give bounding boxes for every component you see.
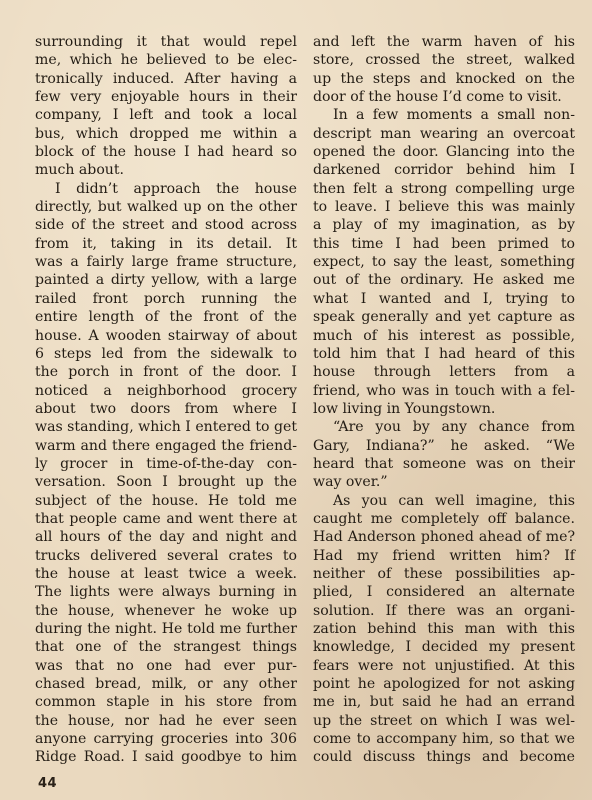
text-line: told him that I had heard of this <box>313 345 575 362</box>
text-line: point he apologized for not asking <box>313 676 575 693</box>
page-number: 44 <box>38 776 58 791</box>
text-line: and left the warm haven of his <box>313 34 575 50</box>
text-line: that people came and went there at <box>35 510 297 527</box>
text-line: much of his interest as possible, <box>313 327 575 344</box>
text-line: darkened corridor behind him I <box>313 162 575 179</box>
text-line: up the steps and knocked on the <box>313 70 575 87</box>
text-line: noticed a neighborhood grocery <box>35 382 297 399</box>
text-line: up the street on which I was wel- <box>313 712 575 729</box>
text-line: the porch in front of the door. I <box>35 364 297 381</box>
text-line: warm and there engaged the friend- <box>35 437 297 454</box>
text-line: zation behind this man with this <box>313 621 575 637</box>
text-line: could discuss things and become <box>313 749 575 766</box>
text-line: painted a dirty yellow, with a large <box>35 272 297 289</box>
text-line: block of the house I had heard so <box>35 144 297 161</box>
text-line: the house, whenever he woke up <box>35 602 297 619</box>
text-line: way over.” <box>313 474 388 491</box>
text-line: to leave. I believe this was mainly <box>313 199 575 216</box>
text-line: Had Anderson phoned ahead of me? <box>313 529 575 546</box>
text-line: speak generally and yet capture as <box>313 309 575 326</box>
text-line: expect, to say the least, something <box>313 254 575 271</box>
text-line: entire length of the front of the <box>35 309 297 326</box>
text-line: caught me completely off balance. <box>313 510 575 527</box>
text-line: The lights were always burning in <box>35 584 297 601</box>
text-line: was that no one had ever pur- <box>35 657 297 674</box>
text-line: plied, I considered an alternate <box>313 584 575 601</box>
text-line: neither of these possibilities ap- <box>313 565 575 582</box>
text-line: then felt a strong compelling urge <box>313 180 575 197</box>
text-line: Had my friend written him? If <box>313 547 575 564</box>
text-line: a play of my imagination, as by <box>313 217 575 234</box>
text-line: tronically induced. After having a <box>35 70 297 87</box>
text-line: out of the ordinary. He asked me <box>313 272 575 289</box>
text-line: from it, taking in its detail. It <box>35 235 297 252</box>
text-line: Gary, Indiana?” he asked. “We <box>313 437 575 454</box>
text-line: low living in Youngstown. <box>313 400 496 417</box>
text-line: come to accompany him, so that we <box>313 731 575 748</box>
text-line: store, crossed the street, walked <box>313 52 575 69</box>
text-line: bus, which dropped me within a <box>35 125 297 142</box>
text-line: versation. Soon I brought up the <box>35 474 297 491</box>
text-line: door of the house I’d come to visit. <box>313 89 562 106</box>
text-line: opened the door. Glancing into the <box>313 144 575 161</box>
text-line: this time I had been primed to <box>313 235 575 252</box>
text-line: about two doors from where I <box>35 400 297 417</box>
text-line: the house at least twice a week. <box>35 565 297 582</box>
text-line: chased bread, milk, or any other <box>35 676 297 693</box>
text-line: during the night. He told me further <box>35 621 297 637</box>
text-line: railed front porch running the <box>35 290 297 307</box>
text-line: surrounding it that would repel <box>35 34 297 50</box>
text-line: much about. <box>35 162 125 179</box>
text-line: knowledge, I decided my present <box>313 639 575 656</box>
text-line: “Are you by any chance from <box>333 419 575 436</box>
text-line: As you can well imagine, this <box>333 492 575 509</box>
text-line: side of the street and stood across <box>35 217 297 234</box>
text-line: me in, but said he had an errand <box>313 694 575 711</box>
text-line: few very enjoyable hours in their <box>35 89 297 106</box>
text-line: Ridge Road. I said goodbye to him <box>35 749 297 766</box>
text-line: that one of the strangest things <box>35 639 297 656</box>
text-line: ly grocer in time-of-the-day con- <box>35 455 297 472</box>
text-line: house through letters from a <box>313 364 575 381</box>
text-line: trucks delivered several crates to <box>35 547 297 564</box>
text-line: all hours of the day and night and <box>35 529 297 546</box>
right-column <box>313 33 575 767</box>
text-line: 6 steps led from the sidewalk to <box>35 345 297 362</box>
left-column <box>35 33 297 767</box>
text-line: fears were not unjustified. At this <box>313 657 575 674</box>
text-line: house. A wooden stairway of about <box>35 327 297 344</box>
text-line: common staple in his store from <box>35 694 297 711</box>
text-line: anyone carrying groceries into 306 <box>35 731 297 748</box>
text-line: heard that someone was on their <box>313 455 575 472</box>
text-line: subject of the house. He told me <box>35 492 297 509</box>
text-line: company, I left and took a local <box>35 107 297 124</box>
text-line: was a fairly large frame structure, <box>35 254 297 271</box>
text-line: directly, but walked up on the other <box>35 199 297 216</box>
text-line: In a few moments a small non- <box>333 107 575 124</box>
text-line: was standing, which I entered to get <box>35 419 297 436</box>
text-line: me, which he believed to be elec- <box>35 52 297 69</box>
text-line: what I wanted and I, trying to <box>313 290 575 307</box>
text-line: friend, who was in touch with a fel- <box>313 382 575 399</box>
text-line: the house, nor had he ever seen <box>35 712 297 729</box>
text-line: solution. If there was an organi- <box>313 602 575 619</box>
text-line: descript man wearing an overcoat <box>313 125 575 142</box>
text-line: I didn’t approach the house <box>55 180 297 197</box>
